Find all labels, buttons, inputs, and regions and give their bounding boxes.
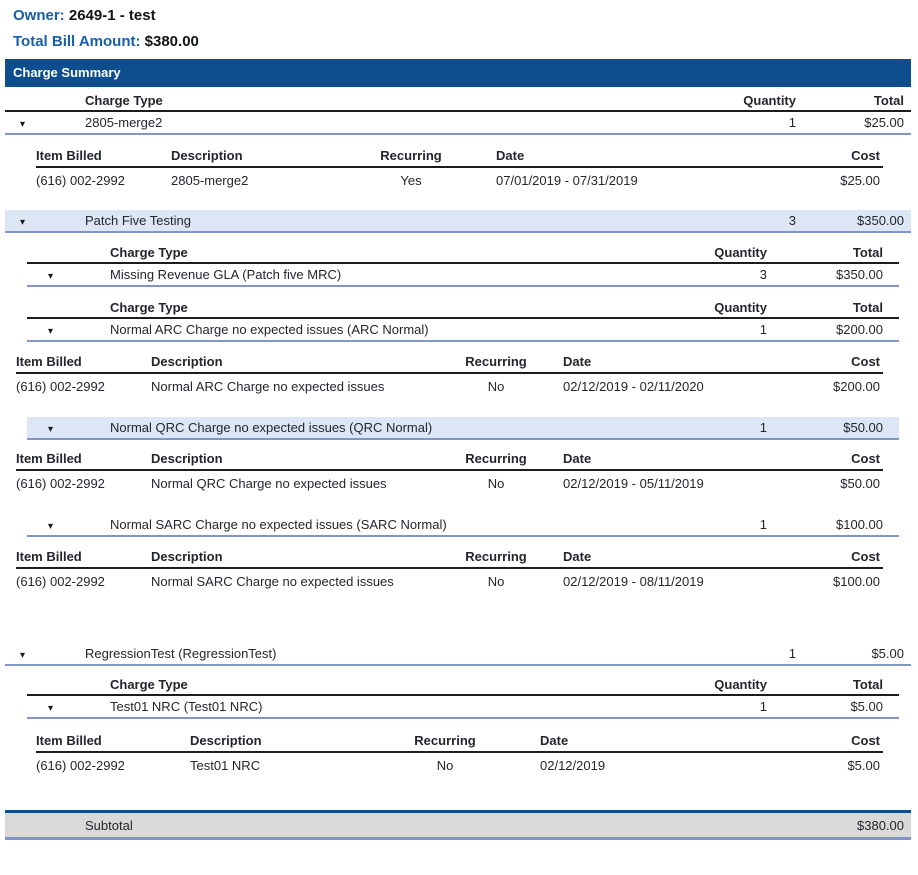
owner-line <box>5 0 911 24</box>
group-row-arc-normal[interactable] <box>27 319 899 342</box>
total-column-header: Total <box>852 300 883 315</box>
item-billed-table <box>16 447 883 495</box>
total-bill-label: Total Bill Amount: <box>13 33 141 50</box>
description-column-header: Description <box>151 450 223 466</box>
total-column-header: Total <box>852 245 883 260</box>
item-billed-header-row <box>36 729 883 753</box>
item-description: Test01 NRC <box>190 757 261 773</box>
date-column-header: Date <box>563 548 592 564</box>
quantity-column-header: Quantity <box>743 93 796 108</box>
group-row-qrc-normal[interactable] <box>27 417 899 440</box>
total-column-header: Total <box>852 677 883 692</box>
charge-total: $5.00 <box>850 699 883 714</box>
charge-quantity: 1 <box>759 517 767 532</box>
collapse-caret-icon[interactable]: ▾ <box>20 217 26 228</box>
item-date: 02/12/2019 - 08/11/2019 <box>563 573 704 589</box>
charge-quantity: 1 <box>788 115 796 130</box>
recurring-column-header: Recurring <box>414 732 476 748</box>
charge-type-name: Normal QRC Charge no expected issues (QRC Normal) <box>110 420 433 435</box>
item-date: 02/12/2019 - 02/11/2020 <box>563 378 704 394</box>
charge-total: $5.00 <box>871 646 904 661</box>
charge-total: $100.00 <box>836 517 883 532</box>
description-column-header: Description <box>151 548 223 564</box>
group-row-patch-five-testing[interactable] <box>5 210 911 233</box>
item-billed-row <box>36 168 883 192</box>
recurring-column-header: Recurring <box>465 548 527 564</box>
charge-type-name: Test01 NRC (Test01 NRC) <box>110 699 263 714</box>
item-recurring: No <box>487 378 505 394</box>
charge-quantity: 1 <box>759 322 767 337</box>
item-billed-value: (616) 002-2992 <box>16 475 105 491</box>
charge-total: $25.00 <box>864 115 904 130</box>
charge-type-name: 2805-merge2 <box>85 115 163 130</box>
total-bill-value: $380.00 <box>144 33 199 50</box>
charge-summary-title-bar: Charge Summary <box>5 59 911 87</box>
item-cost: $200.00 <box>833 378 880 394</box>
charge-summary-page <box>5 0 911 840</box>
quantity-column-header: Quantity <box>714 245 767 260</box>
item-billed-row <box>36 753 883 777</box>
charge-type-name: Normal SARC Charge no expected issues (SARC Normal) <box>110 517 447 532</box>
date-column-header: Date <box>496 147 525 163</box>
owner-label: Owner: <box>13 7 65 24</box>
group-row-regressiontest[interactable] <box>5 643 911 666</box>
charge-total: $350.00 <box>857 213 904 228</box>
cost-column-header: Cost <box>851 147 880 163</box>
charge-quantity: 1 <box>788 646 796 661</box>
item-billed-column-header: Item Billed <box>36 732 102 748</box>
item-billed-header-row <box>36 144 883 168</box>
charge-quantity: 3 <box>759 267 767 282</box>
item-billed-column-header: Item Billed <box>16 548 82 564</box>
description-column-header: Description <box>190 732 262 748</box>
subtotal-label: Subtotal <box>85 817 133 833</box>
charge-type-header-row <box>27 675 899 696</box>
collapse-caret-icon[interactable]: ▾ <box>20 650 26 661</box>
date-column-header: Date <box>563 353 592 369</box>
item-billed-row <box>16 374 883 398</box>
description-column-header: Description <box>171 147 243 163</box>
collapse-caret-icon[interactable]: ▾ <box>48 326 54 337</box>
date-column-header: Date <box>540 732 569 748</box>
charge-type-column-header: Charge Type <box>110 245 188 260</box>
item-billed-header-row <box>16 545 883 569</box>
quantity-column-header: Quantity <box>714 677 767 692</box>
collapse-caret-icon[interactable]: ▾ <box>48 521 54 532</box>
cost-column-header: Cost <box>851 732 880 748</box>
date-column-header: Date <box>563 450 592 466</box>
charge-type-column-header: Charge Type <box>110 677 188 692</box>
recurring-column-header: Recurring <box>465 450 527 466</box>
group-row-missing-revenue-gla[interactable] <box>27 264 899 287</box>
item-recurring: Yes <box>400 172 422 188</box>
charge-quantity: 3 <box>788 213 796 228</box>
item-cost: $50.00 <box>840 475 880 491</box>
charge-total: $350.00 <box>836 267 883 282</box>
group-row-test01-nrc[interactable] <box>27 696 899 719</box>
item-date: 02/12/2019 - 05/11/2019 <box>563 475 704 491</box>
cost-column-header: Cost <box>851 353 880 369</box>
quantity-column-header: Quantity <box>714 300 767 315</box>
item-billed-header-row <box>16 350 883 374</box>
cost-column-header: Cost <box>851 450 880 466</box>
collapse-caret-icon[interactable]: ▾ <box>48 271 54 282</box>
owner-value: 2649-1 - test <box>68 7 156 24</box>
cost-column-header: Cost <box>851 548 880 564</box>
item-cost: $5.00 <box>847 757 880 773</box>
item-billed-column-header: Item Billed <box>36 147 102 163</box>
recurring-column-header: Recurring <box>465 353 527 369</box>
item-billed-column-header: Item Billed <box>16 450 82 466</box>
item-recurring: No <box>487 573 505 589</box>
item-billed-value: (616) 002-2992 <box>36 757 125 773</box>
item-recurring: No <box>487 475 505 491</box>
item-cost: $25.00 <box>840 172 880 188</box>
total-column-header: Total <box>873 93 904 108</box>
item-billed-row <box>16 569 883 593</box>
charge-total: $50.00 <box>843 420 883 435</box>
collapse-caret-icon[interactable]: ▾ <box>48 424 54 435</box>
recurring-column-header: Recurring <box>380 147 442 163</box>
subtotal-row <box>5 810 911 840</box>
charge-type-name: RegressionTest (RegressionTest) <box>85 646 277 661</box>
collapse-caret-icon[interactable]: ▾ <box>48 703 54 714</box>
item-billed-value: (616) 002-2992 <box>16 378 105 394</box>
item-date: 02/12/2019 <box>540 757 606 773</box>
description-column-header: Description <box>151 353 223 369</box>
charge-type-header-row <box>5 91 911 112</box>
charge-type-name: Missing Revenue GLA (Patch five MRC) <box>110 267 342 282</box>
group-row-2805-merge2[interactable] <box>5 112 911 135</box>
group-row-sarc-normal[interactable] <box>27 514 899 537</box>
charge-type-header-row <box>27 243 899 264</box>
item-billed-value: (616) 002-2992 <box>36 172 125 188</box>
charge-type-header-row <box>27 298 899 319</box>
charge-quantity: 1 <box>759 420 767 435</box>
charge-type-name: Normal ARC Charge no expected issues (ARC Normal) <box>110 322 429 337</box>
charge-total: $200.00 <box>836 322 883 337</box>
item-billed-value: (616) 002-2992 <box>16 573 105 589</box>
item-description: Normal ARC Charge no expected issues <box>151 378 385 394</box>
item-cost: $100.00 <box>833 573 880 589</box>
item-billed-table <box>16 350 883 398</box>
item-description: Normal QRC Charge no expected issues <box>151 475 387 491</box>
item-billed-header-row <box>16 447 883 471</box>
total-bill-line <box>5 24 911 59</box>
item-date: 07/01/2019 - 07/31/2019 <box>496 172 638 188</box>
item-description: Normal SARC Charge no expected issues <box>151 573 394 589</box>
item-billed-column-header: Item Billed <box>16 353 82 369</box>
item-billed-table <box>16 545 883 593</box>
charge-quantity: 1 <box>759 699 767 714</box>
item-billed-row <box>16 471 883 495</box>
charge-type-column-header: Charge Type <box>85 93 163 108</box>
item-billed-table <box>36 144 883 192</box>
subtotal-value: $380.00 <box>857 817 904 833</box>
item-billed-table <box>36 729 883 777</box>
item-description: 2805-merge2 <box>171 172 249 188</box>
collapse-caret-icon[interactable]: ▾ <box>20 119 26 130</box>
item-recurring: No <box>436 757 454 773</box>
charge-type-name: Patch Five Testing <box>85 213 191 228</box>
charge-type-column-header: Charge Type <box>110 300 188 315</box>
